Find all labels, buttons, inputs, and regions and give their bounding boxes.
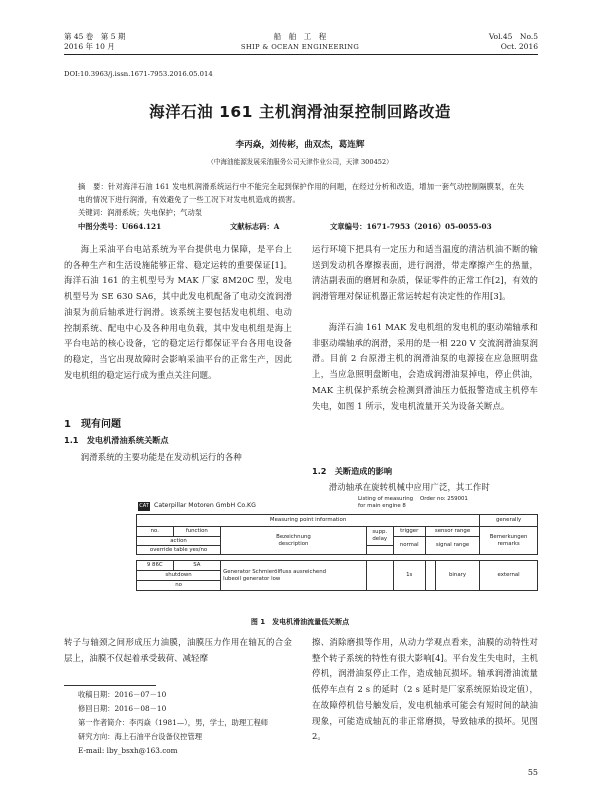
header-vol-issue-en: Vol.45 No.5 (488, 32, 538, 41)
article-number: 文章编号：1671-7953（2016）05-0055-03 (330, 222, 492, 231)
author-bio: 第一作者简介：李丙焱（1981—），男，学士，助理工程师 (78, 718, 269, 727)
generally-header: generally (480, 515, 538, 527)
col-action: action (137, 537, 221, 546)
col-function: function (173, 527, 221, 537)
row-sa: SA (173, 561, 221, 571)
right-paragraph-2: 海洋石油 161 MAK 发电机组的发电机的驱动端轴承和非驱动端轴承的润滑，采用的是一相 220 V 交流润滑油泵润滑。目前 2 台原滑主机的润滑油泵的电源接在应急照明盘上，当应急照明盘断电，会造成润滑油泵掉电，停止供油，MAK 主机保护系统会检测到滑油压力低报警造成主机停车失电，如图 1 所示，发电机流量开关为设备关断点。 (312, 322, 538, 411)
bottom-left-paragraph: 转子与轴颈之间形成压力油膜，油膜压力作用在轴瓦的合金层上，油膜不仅起着承受载荷、减轻摩 (64, 637, 292, 663)
caterpillar-logo: CAT (139, 503, 149, 509)
header-rule (64, 54, 538, 55)
research-direction: 研究方向：海上石油平台设备仪控管理 (78, 732, 203, 741)
document-code: 文献标志码：A (230, 222, 280, 231)
clc-number: 中图分类号：U664.121 (78, 222, 162, 231)
row-number: 9 86C (137, 561, 174, 571)
footnote-rule (64, 685, 156, 686)
col-blank (366, 546, 393, 555)
header-date: 2016 年 10 月 (64, 42, 115, 51)
col-supp-delay: supp. delay (366, 527, 393, 546)
section-1-heading: 1 现有问题 (64, 419, 121, 430)
header-vol-issue: 第 45 卷 第 5 期 (64, 32, 126, 41)
col-sensor-range: sensor range (425, 527, 479, 537)
received-date: 收稿日期：2016－07－10 (78, 690, 167, 699)
col-no: no. (137, 527, 174, 537)
row-sensor (425, 561, 435, 591)
author-email: E-mail: lby_bsxh@163.com (78, 746, 178, 755)
col-remarks: Bemerkungen remarks (480, 527, 538, 555)
bottom-right-paragraph: 擦、消除磨损等作用，从动力学观点看来，油膜的动特性对整个转子系统的特性有很大影响[4]。平台发生失电时，主机停机，润滑油泵停止工作，造成轴瓦损坏。轴承润滑油流量低停车点有 2 s 的延时（2 s 延时是厂家系统原始设定值），在故障停机信号触发后，发电机轴承可能会有短时间的缺油现象，可能造成轴瓦的非正常磨损，导致轴承的损坏。见图 2。 (312, 637, 538, 742)
section-1-1-heading: 1.1 发电机滑油系统关断点 (64, 435, 169, 445)
row-description: Generator Schmierölfluss ausreichend lubeoil generator low (221, 561, 367, 591)
normal-label: normal (393, 537, 425, 555)
col-override: override table yes/no (137, 546, 221, 555)
paper-title: 海洋石油 161 主机润滑油泵控制回路改造 (149, 103, 451, 121)
figure-company: Caterpillar Motoren GmbH Co.KG (154, 502, 256, 509)
row-supp (366, 561, 393, 591)
row-trigger: 1s (393, 561, 425, 591)
figure-1-caption: 图 1 发电机滑油流量低关断点 (250, 618, 350, 626)
figure-order-number: Order no: 259001 (420, 496, 468, 502)
affiliation: （中海油能源发展采油服务公司天津作业公司，天津 300452） (207, 158, 393, 166)
keywords: 关键词：润滑系统；失电保护；气动泵 (78, 208, 203, 217)
doi: DOI:10.3963/j.issn.1671-7953.2016.05.014 (64, 70, 213, 78)
figure-listing-engine: for main engine 8 (358, 503, 406, 509)
header-journal-en: SHIP & OCEAN ENGINEERING (240, 43, 360, 51)
col-signal-range: signal range (425, 537, 479, 555)
row-signal: binary (435, 561, 479, 591)
figure-listing: Listing of measuring (358, 496, 414, 502)
header-journal-cn: 船 舶 工 程 (273, 32, 327, 41)
col-description: Bezeichnung description (221, 527, 367, 555)
left-paragraph-1: 海上采油平台电站系统为平台提供电力保障，是平台上的各种生产和生活设施能够正常、稳定运转的重要保证[1]。海洋石油 161 的主机型号为 MAK 厂家 8M20C 型，发电机型号为 SE 630 SA6，其中此发电机配备了电动交流润滑油泵为前后轴承进行润滑。该系统主要包括发电机组、电动控制系统、配电中心及各种用电负载，其中发电机组是海上平台电站的核心设备，它的稳定运行都保证平台各用电设备的稳定，当它出现故障时会影响采油平台的正常生产，因此发电机组的稳定运行成为重点关注问题。 (64, 244, 292, 380)
measuring-info-header: Measuring point information (137, 515, 480, 527)
row-override: no (137, 581, 221, 591)
row-remarks: external (480, 561, 538, 591)
right-paragraph-1: 运行环境下把具有一定压力和适当温度的清洁机油不断的输送到发动机各摩擦表面，进行润滑，带走摩擦产生的热量，清洁副表面的磨屑和杂质，保证零件的正常工作[2]，有效的润滑管理对保证机器正常运转起有决定性的作用[3]。 (312, 244, 538, 302)
measuring-point-table (136, 514, 538, 591)
authors: 李丙焱，刘传彬，曲双杰，葛连辉 (235, 140, 365, 150)
abstract: 摘 要：针对海洋石油 161 发电机润滑系统运行中不能完全起到保护作用的问题，在经过分析和改造，增加一套气动控制隔膜泵，在失电的情况下进行润滑，有效避免了一些工况下对发电机造成的损害。 (78, 182, 524, 204)
col-trigger: trigger (393, 527, 425, 537)
section-1-2-heading: 1.2 关断造成的影响 (312, 466, 393, 476)
row-action: shutdown (137, 571, 221, 581)
page-number: 55 (527, 768, 538, 777)
right-paragraph-3: 滑动轴承在旋转机械中应用广泛，其工作时 (328, 482, 490, 492)
revised-date: 修回日期：2016－08－10 (78, 704, 167, 713)
left-paragraph-2: 润滑系统的主要功能是在发动机运行的各种 (80, 452, 242, 462)
header-date-en: Oct. 2016 (500, 42, 538, 51)
